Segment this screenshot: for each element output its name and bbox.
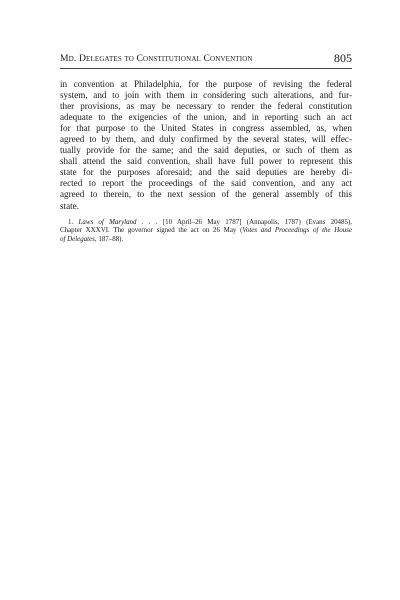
body-line: in convention at Philadelphia, for the purpose of revising the federal xyxy=(60,79,352,89)
body-line: ther provisions, as may be necessary to render the federal constitution xyxy=(60,101,352,112)
footnote-line xyxy=(60,226,352,235)
footnote-citation: . . . [10 April–26 May 1787] (Annapolis, 1787) (Evans 20485), xyxy=(136,217,353,226)
footnote xyxy=(60,218,352,244)
body-line: system, and to join with them in considering such alterations, and fur- xyxy=(60,90,352,101)
footnote-source-title: Laws of Maryland xyxy=(78,217,137,226)
running-title: Md. Delegates to Constitutional Convention xyxy=(60,53,253,64)
page-number: 805 xyxy=(334,51,352,65)
body-line: agreed to therein, to the next session of the general assembly of this xyxy=(60,189,352,200)
footnote-text: Chapter XXXVI. The governor signed the act on 26 May ( xyxy=(60,226,243,235)
body-line: shall attend the said convention, shall have full power to represent this xyxy=(60,156,352,167)
body-line: adequate to the exigencies of the union, and in reporting such an act xyxy=(60,112,352,123)
footnote-number: 1. xyxy=(68,217,74,226)
body-paragraph xyxy=(60,79,352,212)
footnote-journal-title: Votes and Proceedings of the House xyxy=(242,226,352,235)
body-line: rected to report the proceedings of the said convention, and any act xyxy=(60,178,352,189)
body-line: tually provide for the same; and the said deputies, or such of them as xyxy=(60,145,352,156)
footnote-pages: , 187–88). xyxy=(94,234,124,243)
footnote-journal-title-end: of Delegates xyxy=(60,234,95,243)
body-line: for that purpose to the United States in congress assembled, as, when xyxy=(60,123,352,134)
body-line: agreed to by them, and duly confirmed by the several states, will effec- xyxy=(60,134,352,145)
footnote-line xyxy=(60,218,352,227)
document-page xyxy=(60,52,352,243)
body-line: state for the purposes aforesaid; and the said deputies are hereby di- xyxy=(60,167,352,178)
footnote-line xyxy=(60,235,352,244)
running-header xyxy=(60,52,352,69)
body-line: state. xyxy=(60,200,80,211)
